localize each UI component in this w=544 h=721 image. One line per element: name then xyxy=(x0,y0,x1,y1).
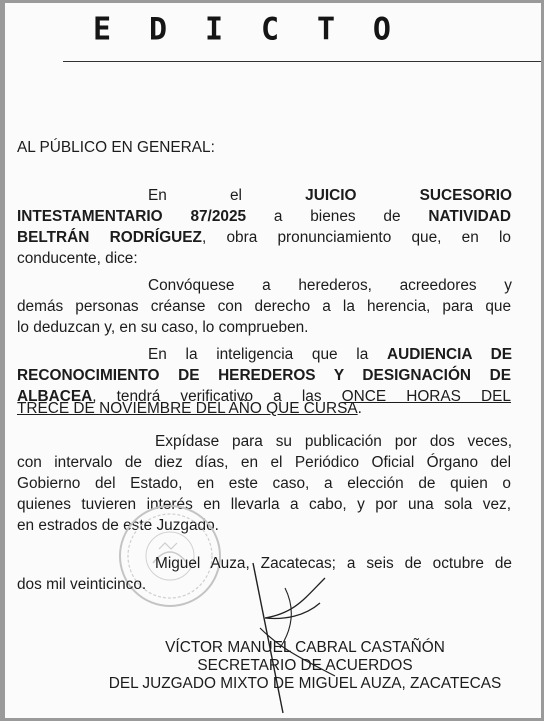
signatory-court: DEL JUZGADO MIXTO DE MIGUEL AUZA, ZACATECAS xyxy=(108,675,502,692)
paragraph-4-line-3: Gobierno del Estado, en este caso, a elección de quien o xyxy=(17,475,511,492)
paragraph-4-line-5: en estrados de este Juzgado. xyxy=(17,517,219,534)
paragraph-1-line-2: INTESTAMENTARIO 87/2025 a bienes de NATIVIDAD xyxy=(17,208,511,225)
paragraph-2-line-2: demás personas créanse con derecho a la herencia, para que xyxy=(17,298,511,315)
title-letter: I xyxy=(204,11,224,48)
title-letter: T xyxy=(316,11,335,48)
paragraph-1-line-4: conducente, dice: xyxy=(17,250,138,267)
edict-page xyxy=(5,3,541,718)
title-letter: D xyxy=(148,11,168,48)
paragraph-3-line-4: TRECE DE NOVIEMBRE DEL AÑO QUE CURSA. xyxy=(17,400,362,417)
signature-block xyxy=(75,639,535,693)
paragraph-4-line-2: con intervalo de diez días, en el Periódico Oficial Órgano del xyxy=(17,454,511,471)
paragraph-2-line-3: lo deduzcan y, en su caso, lo comprueben. xyxy=(17,319,309,336)
signatory-role: SECRETARIO DE ACUERDOS xyxy=(197,657,413,674)
title-letter: C xyxy=(260,11,280,48)
place-date-line-1: Miguel Auza, Zacatecas; a seis de octubre de xyxy=(155,555,512,572)
handwritten-signature-icon xyxy=(225,558,345,718)
document-title xyxy=(5,12,541,47)
title-letter: E xyxy=(93,11,112,48)
paragraph-3-line-3: ALBACEA, tendrá verificativo a las ONCE HORAS DEL xyxy=(17,388,511,405)
signatory-name: VÍCTOR MANUEL CABRAL CASTAÑÓN xyxy=(165,639,445,656)
greeting: AL PÚBLICO EN GENERAL: xyxy=(17,139,215,156)
paragraph-1-line-1: En el JUICIO SUCESORIO xyxy=(148,187,512,204)
paragraph-3-line-1: En la inteligencia que la AUDIENCIA DE xyxy=(148,346,512,363)
paragraph-2-line-1: Convóquese a herederos, acreedores y xyxy=(148,277,512,294)
title-letter: O xyxy=(372,11,391,48)
place-date-line-2: dos mil veinticinco. xyxy=(17,576,147,593)
title-rule xyxy=(63,61,541,62)
paragraph-4-line-1: Expídase para su publicación por dos veces, xyxy=(155,433,512,450)
paragraph-1-line-3: BELTRÁN RODRÍGUEZ, obra pronunciamiento que, en lo xyxy=(17,229,511,246)
paragraph-4-line-4: quienes tuvieren interés en llevarla a cabo, y por una sola vez, xyxy=(17,496,511,513)
paragraph-3-line-2: RECONOCIMIENTO DE HEREDEROS Y DESIGNACIÓN DE xyxy=(17,367,511,384)
